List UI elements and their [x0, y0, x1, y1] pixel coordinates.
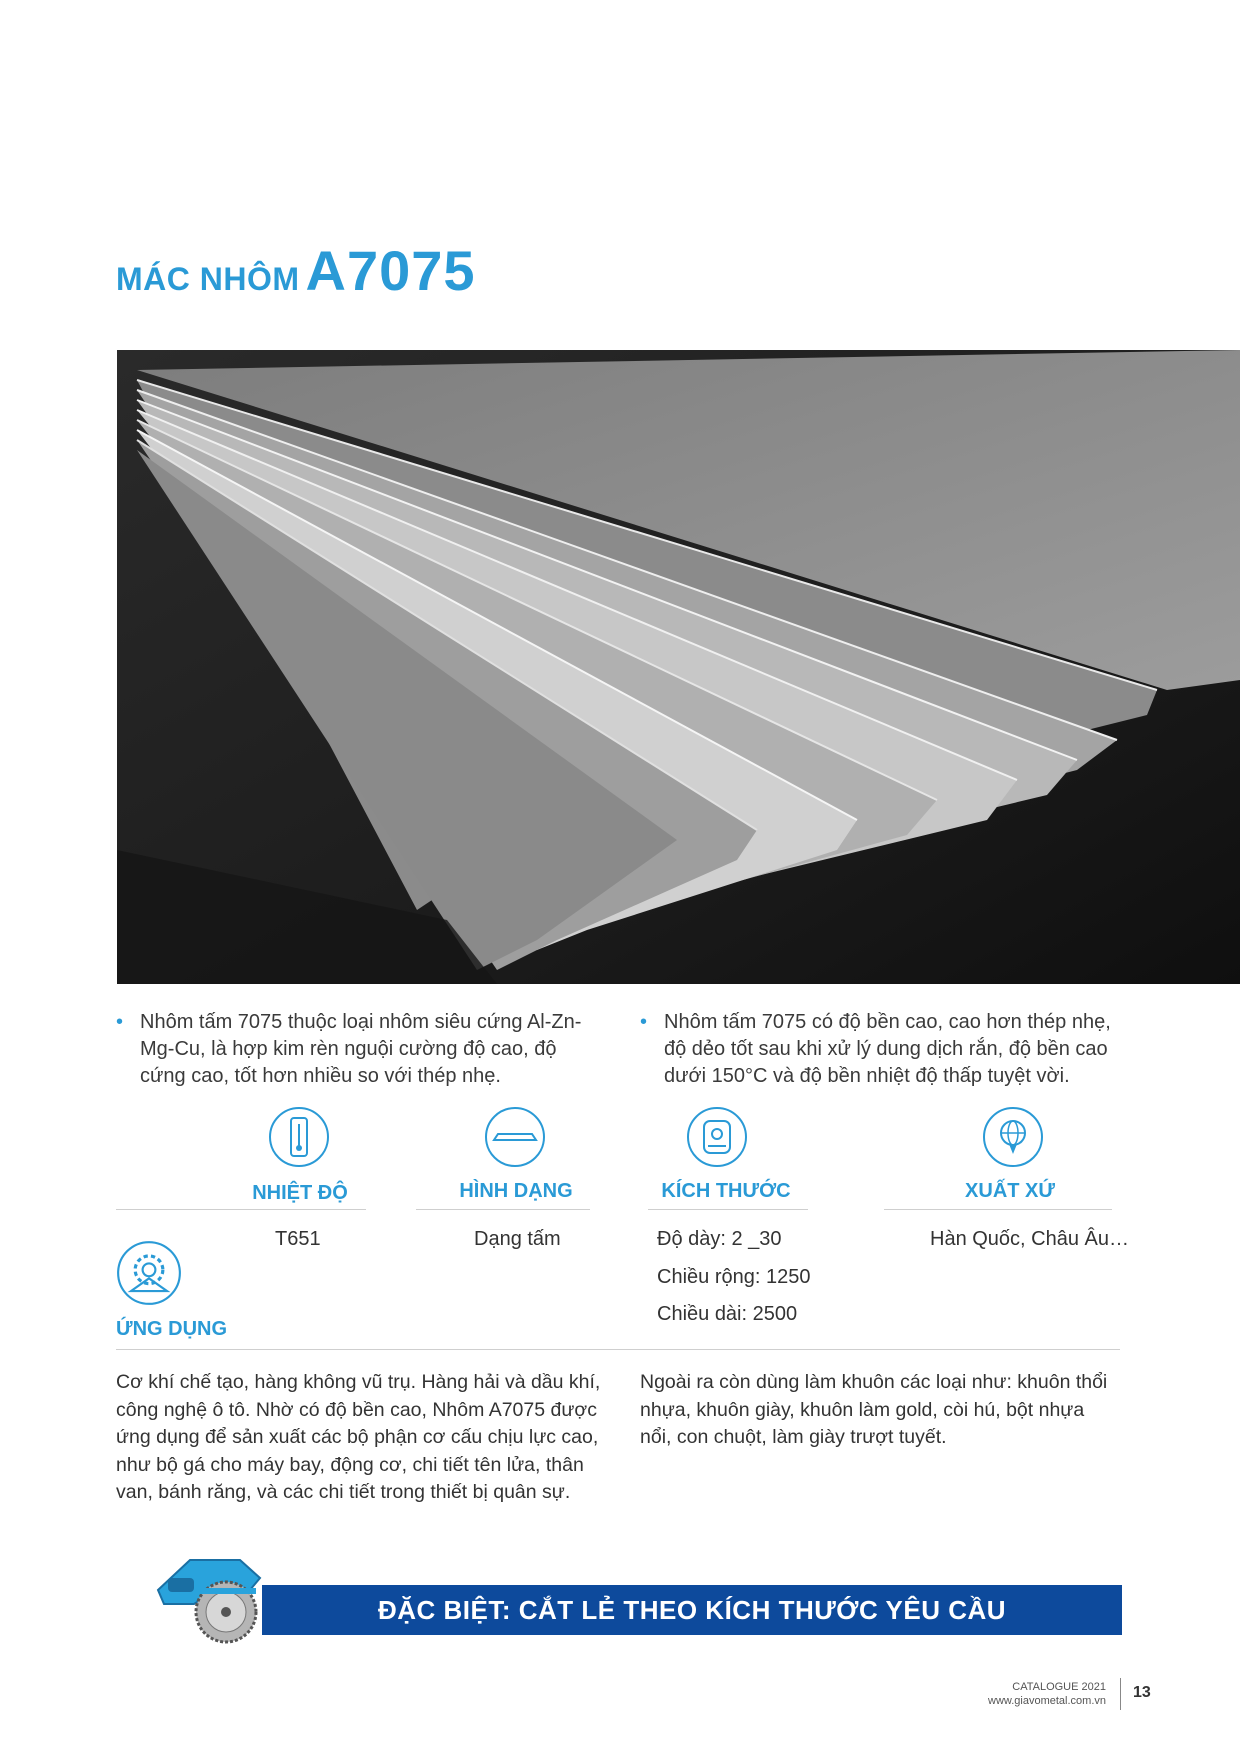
thermometer-icon	[268, 1106, 330, 1168]
application-text-left: Cơ khí chế tạo, hàng không vũ trụ. Hàng hải và dầu khí, công nghệ ô tô. Nhờ có độ bền cao, Nhôm A7075 được ứng dụng để sản xuất các bộ phận cơ cấu chịu lực cao, như bộ gá cho máy bay, động cơ, chi tiết tên lửa, thân van, bánh răng, và các chi tiết trong thiết bị quân sự.	[116, 1371, 601, 1503]
bullet-dot-icon: •	[116, 1011, 124, 1033]
footer-website[interactable]: www.giavometal.com.vn	[988, 1695, 1106, 1707]
spec-size-label: KÍCH THƯỚC	[661, 1180, 791, 1202]
ruler-roll-icon	[686, 1106, 748, 1168]
spec-shape-label: HÌNH DẠNG	[459, 1180, 573, 1202]
spec-origin-value: Hàn Quốc, Châu Âu…	[930, 1228, 1129, 1250]
bullet-right	[640, 1009, 1124, 1090]
globe-pin-icon	[982, 1106, 1044, 1168]
title-prefix: MÁC NHÔM	[116, 261, 300, 297]
footer-catalogue: CATALOGUE 2021	[1012, 1681, 1106, 1693]
spec-temp-value: T651	[275, 1228, 321, 1250]
application-divider	[116, 1349, 1120, 1350]
application-text-right: Ngoài ra còn dùng làm khuôn các loại như: khuôn thổi nhựa, khuôn giày, khuôn làm gold, còi hú, bột nhựa nổi, con chuột, làm giày trượt tuyết.	[640, 1371, 1108, 1448]
footer-info	[988, 1680, 1106, 1708]
spec-shape-value: Dạng tấm	[474, 1228, 561, 1250]
spec-temp-label: NHIỆT ĐỘ	[252, 1182, 348, 1204]
spec-size-length: Chiều dài: 2500	[657, 1303, 798, 1325]
sheet-icon	[484, 1106, 546, 1168]
spec-divider	[884, 1209, 1112, 1210]
gear-handshake-icon	[116, 1240, 182, 1306]
spec-origin-label: XUẤT XỨ	[965, 1180, 1055, 1202]
page-number: 13	[1133, 1684, 1151, 1701]
spec-divider	[648, 1209, 808, 1210]
bullet-dot-icon: •	[640, 1011, 648, 1033]
application-label: ỨNG DỤNG	[116, 1318, 228, 1340]
footer-separator	[1120, 1678, 1121, 1710]
special-banner-text: ĐẶC BIỆT: CẮT LẺ THEO KÍCH THƯỚC YÊU CẦU	[377, 1595, 1007, 1625]
spec-divider	[116, 1209, 366, 1210]
title-grade: A7075	[305, 239, 476, 302]
spec-size-thickness: Độ dày: 2 _30	[657, 1228, 782, 1250]
special-banner	[262, 1585, 1122, 1635]
circular-saw-icon	[150, 1548, 280, 1648]
spec-divider	[416, 1209, 590, 1210]
page-title	[116, 238, 476, 303]
bullet-left-text: Nhôm tấm 7075 thuộc loại nhôm siêu cứng Al-Zn-Mg-Cu, là hợp kim rèn nguội cường độ cao, độ cứng cao, tốt hơn nhiều so với thép nhẹ.	[140, 1011, 582, 1087]
hero-image	[117, 350, 1240, 984]
spec-size-width: Chiều rộng: 1250	[657, 1266, 811, 1288]
bullet-left	[116, 1009, 600, 1090]
bullet-right-text: Nhôm tấm 7075 có độ bền cao, cao hơn thép nhẹ, độ dẻo tốt sau khi xử lý dung dịch rắn, độ bền cao dưới 150°C và độ bền nhiệt độ thấp tuyệt vời.	[664, 1011, 1111, 1087]
